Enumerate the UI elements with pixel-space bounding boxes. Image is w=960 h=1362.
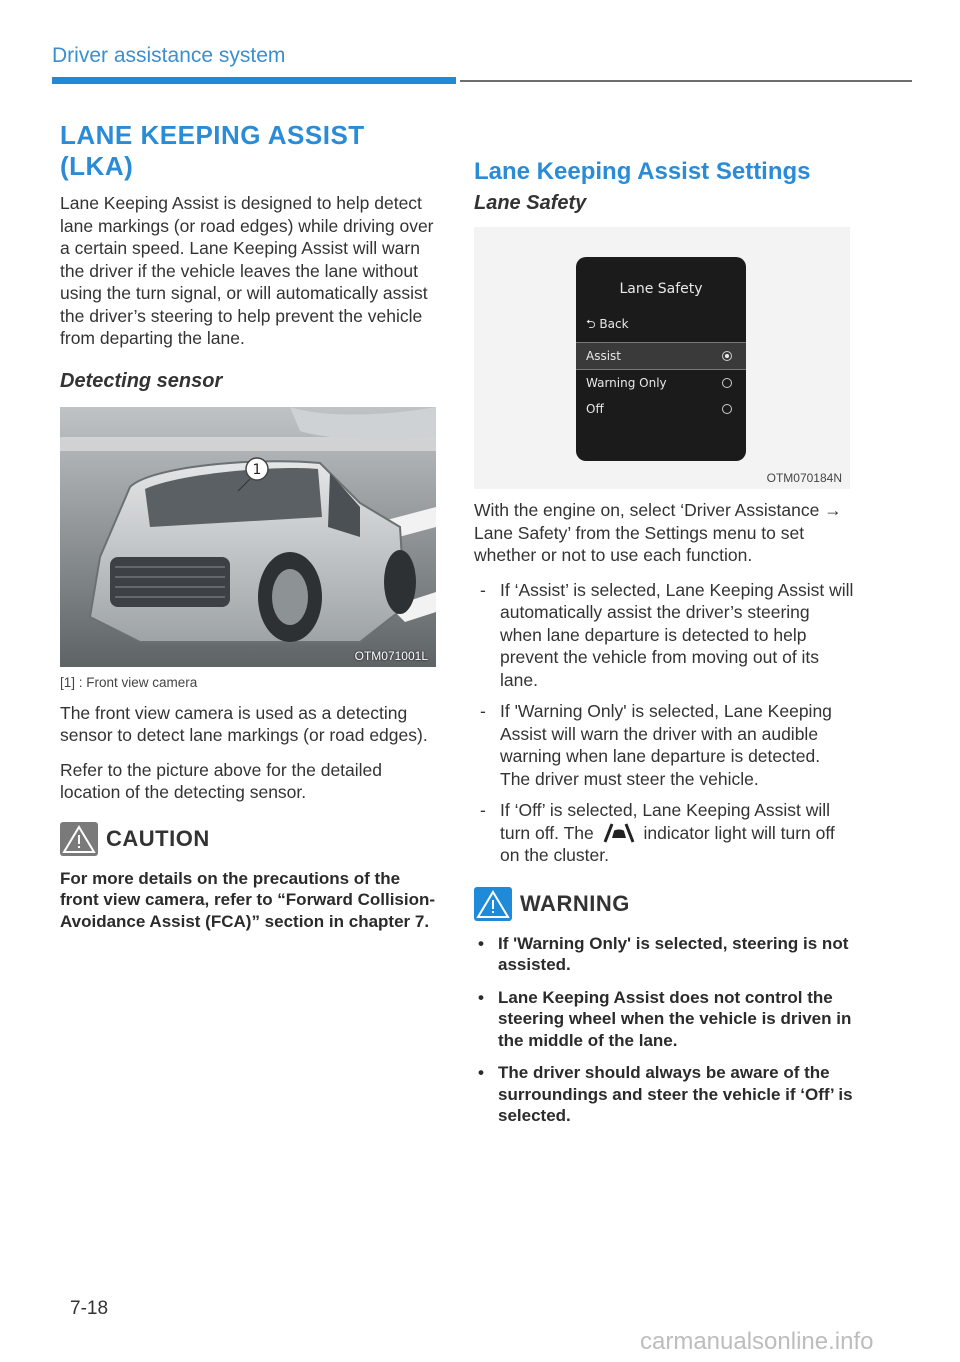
option-list — [474, 579, 854, 867]
list-item: - If ‘Off’ is selected, Lane Keeping Assist will turn off. The indicator light will turn off on the cluster. — [480, 800, 835, 865]
list-item: • If 'Warning Only' is selected, steering is not assisted. — [478, 933, 849, 974]
left-column — [60, 120, 438, 932]
caution-header — [60, 822, 438, 856]
camera-marker: 1 — [252, 461, 262, 478]
list-item: - If 'Warning Only' is selected, Lane Keeping Assist will warn the driver with an audible warning when lane departure is detected. The driver must steer the vehicle. — [480, 701, 832, 789]
warning-list — [474, 933, 854, 1127]
screen-option-assist: Assist — [576, 342, 746, 370]
caution-triangle-icon — [60, 822, 98, 856]
right-column — [474, 158, 854, 1138]
header-rule-accent — [52, 77, 456, 84]
sensor-paragraph: The front view camera is used as a detecting sensor to detect lane markings (or road edges). — [60, 702, 428, 745]
sensor-heading: Detecting sensor — [60, 369, 223, 392]
location-paragraph: Refer to the picture above for the detailed location of the detecting sensor. — [60, 759, 383, 802]
lane-safety-screen-figure — [474, 227, 850, 489]
warning-header — [474, 887, 854, 921]
figure-code: OTM071001L — [354, 648, 428, 663]
figure-caption: [1] : Front view camera — [60, 674, 198, 690]
lane-safety-heading: Lane Safety — [474, 192, 587, 214]
caution-title: CAUTION — [106, 825, 210, 851]
page-number: 7-18 — [70, 1298, 109, 1319]
radio-selected-icon — [722, 351, 732, 361]
cluster-display — [576, 257, 746, 461]
list-item: • Lane Keeping Assist does not control the steering wheel when the vehicle is driven in the middle of the lane. — [478, 987, 852, 1050]
lane-keeping-indicator-icon — [599, 823, 639, 843]
radio-empty-icon — [722, 404, 732, 414]
list-item: • The driver should always be aware of the surroundings and steer the vehicle if ‘Off’ is selected. — [478, 1063, 853, 1125]
screen-option-warning-only: Warning Only — [576, 370, 746, 396]
settings-heading: Lane Keeping Assist Settings — [474, 158, 811, 185]
radio-empty-icon — [722, 378, 732, 388]
header-rule — [460, 80, 912, 82]
screen-title: Lane Safety — [619, 281, 703, 297]
list-item: - If ‘Assist’ is selected, Lane Keeping Assist will automatically assist the driver’s steering when lane departure is detected to help prevent the vehicle from moving out of its lane. — [480, 579, 854, 690]
vehicle-illustration — [60, 407, 436, 667]
section-title: LANE KEEPING ASSIST (LKA) — [60, 120, 365, 181]
caution-text: For more details on the precautions of the front view camera, refer to “Forward Collision-Avoidance Assist (FCA)” section in chapter 7. — [60, 868, 436, 931]
screen-option-off: Off — [576, 396, 746, 422]
intro-paragraph: Lane Keeping Assist is designed to help detect lane markings (or road edges) while driving over a certain speed. Lane Keeping Assist will warn the driver if the vehicle leaves the lane without using the turn signal, or will automatically assist the driver’s steering to help prevent the vehicle from departing the lane. — [60, 193, 434, 348]
vehicle-camera-figure — [60, 407, 436, 667]
figure-code: OTM070184N — [766, 471, 842, 485]
screen-back-item: ⮌ Back — [586, 317, 629, 331]
warning-triangle-icon — [474, 887, 512, 921]
watermark: carmanualsonline.info — [640, 1328, 874, 1355]
warning-title: WARNING — [520, 890, 630, 916]
running-header: Driver assistance system — [52, 44, 286, 67]
settings-paragraph: With the engine on, select ‘Driver Assistance → Lane Safety’ from the Settings menu to set whether or not to use each function. — [474, 500, 842, 565]
